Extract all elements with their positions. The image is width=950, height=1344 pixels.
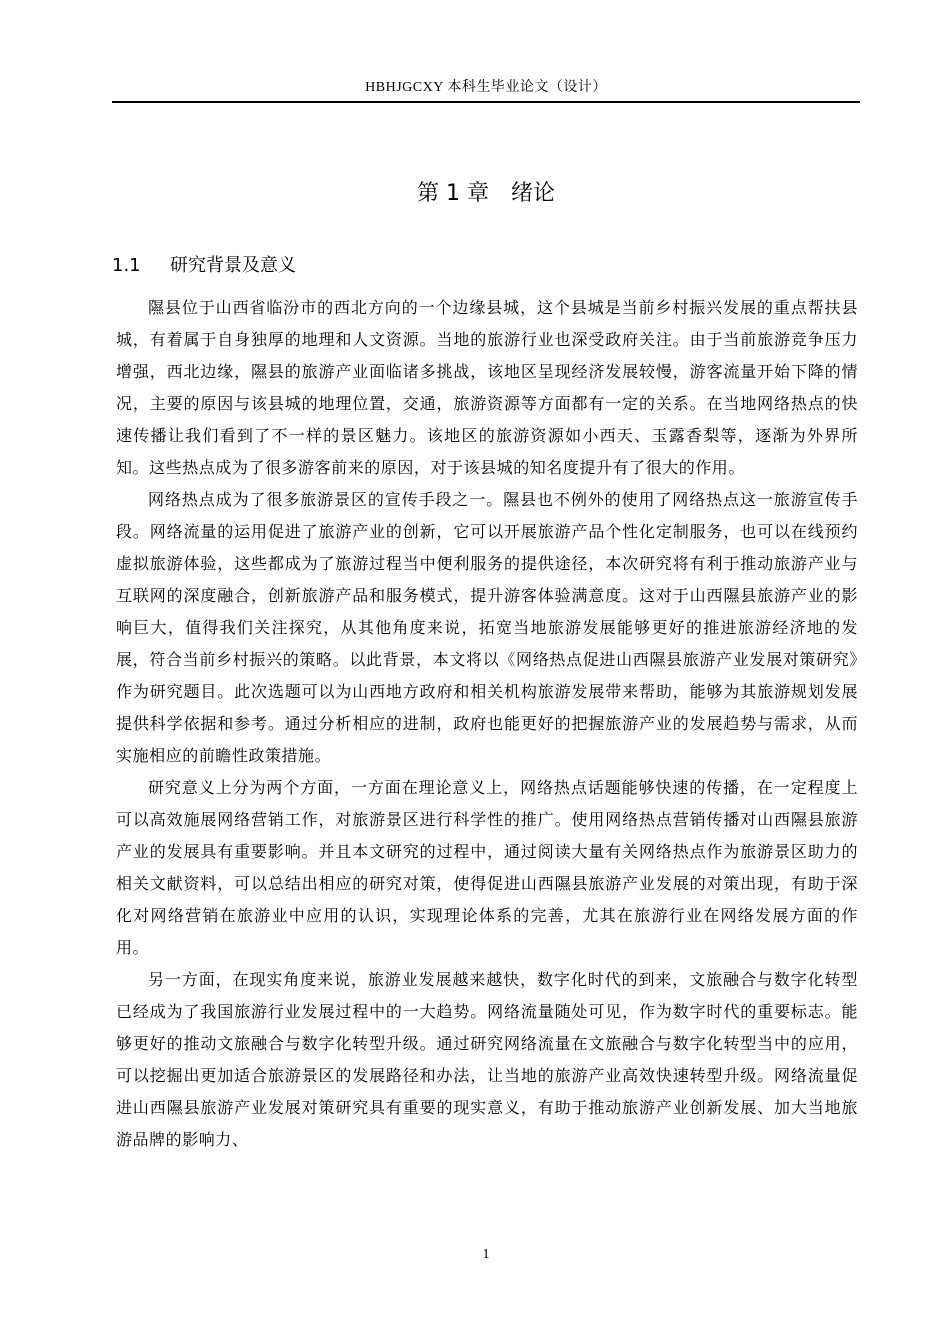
paragraph: 隰县位于山西省临汾市的西北方向的一个边缘县城，这个县城是当前乡村振兴发展的重点帮扶县城，有着属于自身独厚的地理和人文资源。当地的旅游行业也深受政府关注。由于当前旅游竞争压力增强，西北边缘，隰县的旅游产业面临诸多挑战，该地区呈现经济发展较慢，游客流量开始下降的情况，主要的原因与该县城的地理位置，交通，旅游资源等方面都有一定的关系。在当地网络热点的快速传播让我们看到了不一样的景区魅力。该地区的旅游资源如小西天、玉露香梨等，逐渐为外界所知。这些热点成为了很多游客前来的原因，对于该县城的知名度提升有了很大的作用。: [116, 298, 858, 477]
chapter-name: 绪论: [510, 181, 555, 206]
section-title: [112, 252, 296, 280]
header-divider: [112, 101, 860, 103]
section-name: 研究背景及意义: [170, 255, 296, 276]
page-number: 1: [482, 1247, 490, 1262]
section-number: 1.1: [112, 255, 141, 276]
chapter-title: [112, 178, 860, 210]
paragraph: 另一方面，在现实角度来说，旅游业发展越来越快，数字化时代的到来，文旅融合与数字化转型已经成为了我国旅游行业发展过程中的一大趋势。网络流量随处可见，作为数字时代的重要标志。能够更好的推动文旅融合与数字化转型升级。通过研究网络流量在文旅融合与数字化转型当中的应用，可以挖掘出更加适合旅游景区的发展路径和办法，让当地的旅游产业高效快速转型升级。网络流量促进山西隰县旅游产业发展对策研究具有重要的现实意义，有助于推动旅游产业创新发展、加大当地旅游品牌的影响力、: [116, 970, 858, 1149]
page-header: HBHJGCXY 本科生毕业论文（设计）: [365, 80, 607, 95]
paragraph: 研究意义上分为两个方面，一方面在理论意义上，网络热点话题能够快速的传播，在一定程度上可以高效施展网络营销工作，对旅游景区进行科学性的推广。使用网络热点营销传播对山西隰县旅游产业的发展具有重要影响。并且本文研究的过程中，通过阅读大量有关网络热点作为旅游景区助力的相关文献资料，可以总结出相应的研究对策，使得促进山西隰县旅游产业发展的对策出现，有助于深化对网络营销在旅游业中应用的认识，实现理论体系的完善，尤其在旅游行业在网络发展方面的作用。: [116, 778, 858, 957]
body-text: [116, 292, 858, 1156]
chapter-label: 第 1 章: [417, 181, 489, 206]
paragraph: 网络热点成为了很多旅游景区的宣传手段之一。隰县也不例外的使用了网络热点这一旅游宣传手段。网络流量的运用促进了旅游产业的创新，它可以开展旅游产品个性化定制服务，也可以在线预约虚拟旅游体验，这些都成为了旅游过程当中便利服务的提供途径，本次研究将有利于推动旅游产业与互联网的深度融合，创新旅游产品和服务模式，提升游客体验满意度。这对于山西隰县旅游产业的影响巨大，值得我们关注探究，从其他角度来说，拓宽当地旅游发展能够更好的推进旅游经济地的发展，符合当前乡村振兴的策略。以此背景，本文将以《网络热点促进山西隰县旅游产业发展对策研究》作为研究题目。此次选题可以为山西地方政府和相关机构旅游发展带来帮助，能够为其旅游规划发展提供科学依据和参考。通过分析相应的进制，政府也能更好的把握旅游产业的发展趋势与需求，从而实施相应的前瞻性政策措施。: [116, 490, 858, 765]
